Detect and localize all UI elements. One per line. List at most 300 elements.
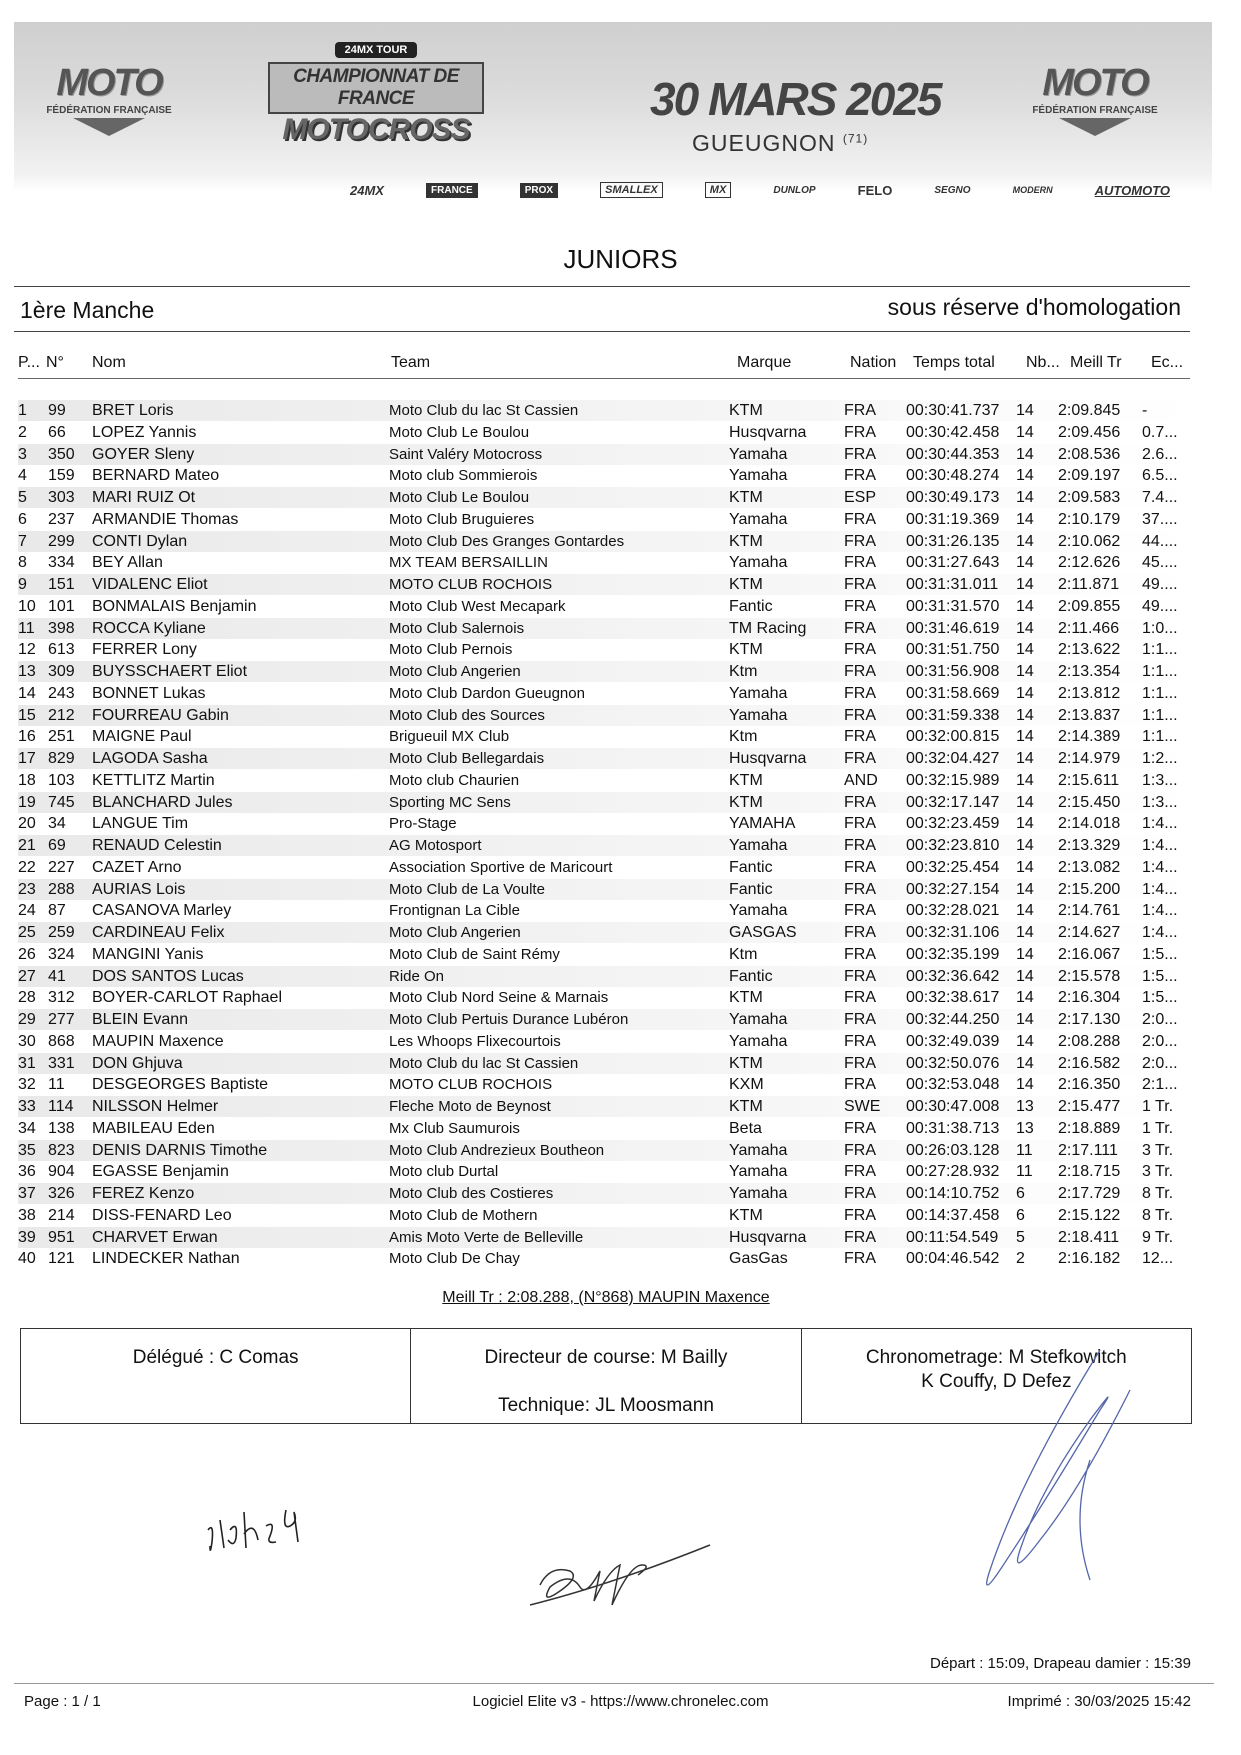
result-team: Saint Valéry Motocross — [389, 445, 543, 463]
result-gap: 1:4... — [1142, 880, 1178, 898]
result-laps: 14 — [1016, 467, 1034, 485]
result-gap: 3 Tr. — [1142, 1141, 1174, 1159]
result-make: Husqvarna — [729, 750, 807, 767]
result-best-lap: 2:13.837 — [1058, 706, 1121, 724]
result-position: 4 — [18, 467, 27, 485]
result-laps: 14 — [1016, 880, 1034, 898]
divider — [14, 331, 1190, 332]
result-total-time: 00:14:10.752 — [906, 1185, 1000, 1202]
result-nation: SWE — [844, 1098, 881, 1115]
tour-label: 24MX TOUR — [335, 42, 418, 58]
result-nation: FRA — [844, 467, 876, 485]
result-position: 30 — [18, 1032, 36, 1050]
result-position: 13 — [18, 663, 36, 680]
result-laps: 14 — [1016, 793, 1034, 811]
category-title: JUNIORS — [563, 244, 678, 274]
result-rider-name: BERNARD Mateo — [92, 467, 220, 485]
result-team: MX TEAM BERSAILLIN — [389, 554, 548, 572]
result-total-time: 00:31:31.011 — [906, 576, 999, 593]
result-rider-name: CAZET Arno — [92, 858, 182, 876]
result-nation: FRA — [844, 945, 876, 963]
result-gap: 1:1... — [1142, 663, 1178, 680]
result-number: 334 — [48, 554, 75, 572]
result-nation: FRA — [844, 1206, 876, 1224]
result-number: 87 — [48, 902, 66, 920]
result-position: 15 — [18, 706, 36, 724]
ffm-chevron-icon — [1059, 118, 1131, 136]
ffm-chevron-icon — [73, 118, 145, 136]
result-team: Moto Club du lac St Cassien — [389, 402, 579, 419]
result-number: 237 — [48, 510, 75, 528]
result-position: 40 — [18, 1250, 36, 1268]
timing-officials-2: K Couffy, D Defez — [921, 1371, 1072, 1392]
championship-line2: MOTOCROSS — [282, 113, 470, 146]
table-row — [18, 857, 1190, 878]
result-team: Moto Club Angerien — [389, 924, 521, 941]
result-total-time: 00:32:17.147 — [906, 793, 1000, 811]
result-number: 34 — [48, 815, 66, 833]
table-row — [18, 596, 1190, 617]
result-best-lap: 2:17.130 — [1058, 1011, 1121, 1028]
col-number: N° — [46, 354, 64, 371]
result-laps: 14 — [1016, 750, 1034, 767]
result-position: 28 — [18, 989, 36, 1007]
result-rider-name: BEY Allan — [92, 554, 163, 572]
result-team: Les Whoops Flixecourtois — [389, 1032, 561, 1050]
result-total-time: 00:32:15.989 — [906, 771, 1000, 789]
ffm-logo-right-text: MOTO — [1042, 62, 1148, 104]
result-total-time: 00:31:51.750 — [906, 641, 1000, 659]
table-row — [18, 835, 1190, 856]
result-make: Yamaha — [729, 1185, 788, 1202]
col-name: Nom — [92, 354, 126, 371]
result-team: Association Sportive de Maricourt — [389, 858, 613, 876]
result-total-time: 00:32:04.427 — [906, 750, 1000, 767]
result-best-lap: 2:14.979 — [1058, 750, 1121, 767]
result-rider-name: GOYER Sleny — [92, 445, 195, 463]
result-make: Yamaha — [729, 510, 788, 528]
result-laps: 14 — [1016, 1032, 1034, 1050]
result-rider-name: BRET Loris — [92, 402, 174, 419]
table-row — [18, 1205, 1190, 1226]
result-position: 38 — [18, 1206, 36, 1224]
result-gap: 2:1... — [1142, 1076, 1178, 1094]
result-make: Yamaha — [729, 554, 788, 572]
result-team: Moto Club de La Voulte — [389, 880, 545, 898]
result-number: 121 — [48, 1250, 75, 1268]
result-best-lap: 2:15.450 — [1058, 793, 1121, 811]
result-position: 6 — [18, 510, 27, 528]
result-nation: FRA — [844, 1228, 876, 1246]
result-total-time: 00:32:27.154 — [906, 880, 1000, 898]
result-make: KTM — [729, 989, 763, 1007]
ffm-logo-left — [44, 62, 174, 136]
signature-timing — [960, 1340, 1160, 1600]
event-place-dept: (71) — [842, 131, 869, 146]
result-gap: 1:5... — [1142, 967, 1178, 985]
result-best-lap: 2:09.197 — [1058, 467, 1121, 485]
result-position: 34 — [18, 1119, 36, 1137]
result-team: Moto Club Le Boulou — [389, 489, 530, 506]
table-row — [18, 726, 1190, 747]
sponsor-logo: MODERN — [1012, 185, 1053, 195]
result-team: AG Motosport — [389, 837, 482, 854]
table-row — [18, 400, 1190, 421]
result-nation: FRA — [844, 510, 876, 528]
result-laps: 14 — [1016, 619, 1034, 637]
result-laps: 6 — [1016, 1206, 1025, 1224]
result-best-lap: 2:14.018 — [1058, 815, 1121, 833]
result-team: Moto club Chaurien — [389, 771, 520, 789]
result-position: 9 — [18, 576, 27, 593]
result-best-lap: 2:16.582 — [1058, 1054, 1121, 1072]
result-total-time: 00:31:19.369 — [906, 510, 1000, 528]
result-number: 745 — [48, 793, 75, 811]
result-gap: 37.... — [1142, 510, 1178, 528]
result-rider-name: MAUPIN Maxence — [92, 1032, 224, 1050]
result-number: 227 — [48, 858, 75, 876]
result-total-time: 00:30:41.737 — [906, 402, 1000, 419]
sponsor-logo: 24MX — [350, 182, 384, 198]
result-position: 20 — [18, 815, 36, 833]
result-rider-name: NILSSON Helmer — [92, 1098, 219, 1115]
result-position: 3 — [18, 445, 27, 463]
result-number: 951 — [48, 1228, 75, 1246]
result-make: YAMAHA — [729, 815, 796, 833]
table-row — [18, 1031, 1190, 1052]
result-rider-name: BONNET Lukas — [92, 684, 206, 702]
ffm-logo-right-sub: FÉDÉRATION FRANÇAISE — [1032, 105, 1158, 116]
result-make: Fantic — [729, 880, 773, 898]
result-rider-name: BLEIN Evann — [92, 1011, 189, 1028]
handwritten-time — [200, 1490, 320, 1570]
result-make: KTM — [729, 1054, 763, 1072]
result-laps: 14 — [1016, 1076, 1034, 1094]
event-place-name: GUEUGNON — [692, 130, 836, 156]
result-team: Mx Club Saumurois — [389, 1119, 520, 1137]
result-make: KTM — [729, 793, 763, 811]
result-gap: 0.7... — [1142, 423, 1178, 441]
result-rider-name: FEREZ Kenzo — [92, 1185, 195, 1202]
result-nation: FRA — [844, 837, 876, 854]
result-gap: 1 Tr. — [1142, 1119, 1174, 1137]
result-number: 309 — [48, 663, 75, 680]
table-row — [18, 618, 1190, 639]
result-best-lap: 2:17.729 — [1058, 1185, 1121, 1202]
result-position: 7 — [18, 532, 27, 550]
result-total-time: 00:27:28.932 — [906, 1163, 1000, 1181]
race-director: Directeur de course: M Bailly — [484, 1347, 728, 1368]
result-position: 26 — [18, 945, 36, 963]
result-position: 10 — [18, 597, 36, 615]
table-row — [18, 966, 1190, 987]
result-number: 114 — [48, 1098, 74, 1115]
result-number: 251 — [48, 728, 75, 746]
table-row — [18, 879, 1190, 900]
result-rider-name: ROCCA Kyliane — [92, 619, 206, 637]
homologation-status: sous réserve d'homologation — [887, 294, 1181, 320]
result-rider-name: DENIS DARNIS Timothe — [92, 1141, 268, 1159]
result-total-time: 00:32:25.454 — [906, 858, 1000, 876]
table-row — [18, 465, 1190, 486]
result-position: 29 — [18, 1011, 36, 1028]
result-number: 613 — [48, 641, 75, 659]
championship-logo — [268, 40, 484, 150]
result-position: 21 — [18, 837, 36, 854]
header-underline — [18, 378, 1190, 379]
result-rider-name: LOPEZ Yannis — [92, 423, 197, 441]
ffm-logo-right — [1030, 62, 1160, 136]
result-nation: FRA — [844, 684, 876, 702]
result-gap: 2:0... — [1142, 1054, 1178, 1072]
result-gap: 3 Tr. — [1142, 1163, 1174, 1181]
result-best-lap: 2:09.845 — [1058, 402, 1121, 419]
result-best-lap: 2:14.761 — [1058, 902, 1121, 920]
result-position: 33 — [18, 1098, 36, 1115]
table-row — [18, 1096, 1190, 1117]
result-rider-name: VIDALENC Eliot — [92, 576, 208, 593]
result-laps: 14 — [1016, 445, 1034, 463]
col-best-lap: Meill Tr — [1070, 354, 1122, 371]
result-team: MOTO CLUB ROCHOIS — [389, 1076, 553, 1094]
result-gap: 1 Tr. — [1142, 1098, 1174, 1115]
result-laps: 14 — [1016, 489, 1034, 506]
result-gap: 8 Tr. — [1142, 1206, 1174, 1224]
result-gap: 6.5... — [1142, 467, 1178, 485]
result-laps: 14 — [1016, 706, 1034, 724]
result-best-lap: 2:16.182 — [1058, 1250, 1121, 1268]
result-best-lap: 2:10.062 — [1058, 532, 1121, 550]
result-nation: FRA — [844, 445, 876, 463]
result-total-time: 00:32:36.642 — [906, 967, 1000, 985]
ffm-logo-left-text: MOTO — [56, 62, 162, 104]
result-best-lap: 2:15.611 — [1058, 771, 1120, 789]
result-number: 99 — [48, 402, 66, 419]
result-nation: FRA — [844, 858, 876, 876]
result-rider-name: BONMALAIS Benjamin — [92, 597, 257, 615]
result-rider-name: BUYSSCHAERT Eliot — [92, 663, 248, 680]
result-number: 41 — [48, 967, 66, 985]
result-laps: 14 — [1016, 771, 1034, 789]
result-number: 243 — [48, 684, 75, 702]
result-laps: 14 — [1016, 989, 1034, 1007]
result-nation: FRA — [844, 989, 876, 1007]
result-make: KXM — [729, 1076, 764, 1094]
result-laps: 6 — [1016, 1185, 1025, 1202]
result-team: Moto Club Bellegardais — [389, 750, 545, 767]
result-best-lap: 2:16.067 — [1058, 945, 1121, 963]
table-row — [18, 1227, 1190, 1248]
result-gap: 1:1... — [1142, 684, 1178, 702]
result-nation: AND — [844, 771, 878, 789]
result-number: 331 — [48, 1054, 75, 1072]
result-make: Beta — [729, 1119, 762, 1137]
result-nation: FRA — [844, 554, 876, 572]
sponsor-logo: SMALLEX — [600, 182, 663, 198]
result-make: TM Racing — [729, 619, 807, 637]
result-rider-name: RENAUD Celestin — [92, 837, 222, 854]
result-total-time: 00:31:38.713 — [906, 1119, 1000, 1137]
result-number: 299 — [48, 532, 75, 550]
result-team: Moto Club Nord Seine & Marnais — [389, 989, 609, 1007]
result-laps: 14 — [1016, 1011, 1034, 1028]
result-number: 259 — [48, 924, 75, 941]
result-laps: 14 — [1016, 663, 1034, 680]
delegate-cell — [21, 1329, 410, 1423]
ffm-logo-left-sub: FÉDÉRATION FRANÇAISE — [46, 105, 172, 116]
result-team: Moto Club du lac St Cassien — [389, 1054, 579, 1072]
result-team: Brigueuil MX Club — [389, 728, 510, 746]
result-total-time: 00:32:23.810 — [906, 837, 1000, 854]
result-rider-name: LAGODA Sasha — [92, 750, 208, 767]
result-gap: 45.... — [1142, 554, 1178, 572]
result-team: Moto Club Angerien — [389, 663, 521, 680]
result-total-time: 00:32:28.021 — [906, 902, 1000, 920]
table-row — [18, 1074, 1190, 1095]
result-number: 326 — [48, 1185, 75, 1202]
result-team: Moto club Durtal — [389, 1163, 499, 1181]
result-nation: FRA — [844, 1119, 876, 1137]
result-nation: FRA — [844, 728, 876, 746]
result-gap: 12... — [1142, 1250, 1174, 1268]
result-gap: 1:4... — [1142, 858, 1178, 876]
result-gap: 7.4... — [1142, 489, 1178, 506]
result-make: Yamaha — [729, 706, 788, 724]
result-gap: 1:4... — [1142, 815, 1178, 833]
result-laps: 14 — [1016, 510, 1034, 528]
result-gap: 2:0... — [1142, 1011, 1178, 1028]
result-position: 18 — [18, 771, 36, 789]
table-row — [18, 487, 1190, 508]
start-info: Départ : 15:09, Drapeau damier : 15:39 — [930, 1655, 1191, 1672]
result-gap: 49.... — [1142, 576, 1178, 593]
result-nation: FRA — [844, 1250, 876, 1268]
result-laps: 14 — [1016, 858, 1034, 876]
result-number: 159 — [48, 467, 75, 485]
result-make: Yamaha — [729, 467, 788, 485]
result-number: 398 — [48, 619, 75, 637]
result-make: KTM — [729, 532, 763, 550]
software-credit: Logiciel Elite v3 - https://www.chronelec.com — [472, 1693, 769, 1710]
sponsor-logo: SEGNO — [934, 184, 971, 196]
result-gap: 1:1... — [1142, 706, 1178, 724]
result-laps: 14 — [1016, 402, 1034, 419]
result-team: Moto Club de Mothern — [389, 1206, 538, 1224]
championship-line1: CHAMPIONNAT DE FRANCE — [268, 62, 484, 114]
result-total-time: 00:32:00.815 — [906, 728, 1000, 746]
result-best-lap: 2:13.812 — [1058, 684, 1121, 702]
result-team: Ride On — [389, 967, 445, 985]
result-laps: 14 — [1016, 532, 1034, 550]
sponsor-logo: DUNLOP — [773, 184, 816, 196]
result-nation: FRA — [844, 1163, 876, 1181]
result-laps: 14 — [1016, 837, 1034, 854]
result-number: 66 — [48, 423, 66, 441]
table-row — [18, 792, 1190, 813]
result-gap: 1:4... — [1142, 902, 1178, 920]
result-nation: FRA — [844, 1076, 876, 1094]
table-row — [18, 705, 1190, 726]
sponsor-logo: MX — [705, 182, 732, 198]
table-row — [18, 1118, 1190, 1139]
result-make: KTM — [729, 1098, 763, 1115]
technical-officer: Technique: JL Moosmann — [498, 1395, 714, 1416]
result-rider-name: BOYER-CARLOT Raphael — [92, 989, 282, 1007]
result-position: 39 — [18, 1228, 36, 1246]
col-make: Marque — [737, 354, 792, 371]
result-nation: FRA — [844, 532, 876, 550]
result-rider-name: FERRER Lony — [92, 641, 197, 659]
result-gap: 2.6... — [1142, 445, 1178, 463]
result-number: 303 — [48, 489, 75, 506]
result-rider-name: MAIGNE Paul — [92, 728, 192, 746]
table-row — [18, 1183, 1190, 1204]
result-laps: 14 — [1016, 728, 1034, 746]
result-total-time: 00:31:27.643 — [906, 554, 1000, 572]
result-best-lap: 2:09.583 — [1058, 489, 1121, 506]
result-team: Moto Club Des Granges Gontardes — [389, 532, 625, 550]
result-nation: FRA — [844, 793, 876, 811]
result-total-time: 00:32:35.199 — [906, 945, 1000, 963]
result-position: 36 — [18, 1163, 36, 1181]
result-best-lap: 2:13.082 — [1058, 858, 1121, 876]
result-team: Moto Club des Sources — [389, 706, 545, 724]
result-laps: 13 — [1016, 1098, 1034, 1115]
result-best-lap: 2:13.354 — [1058, 663, 1121, 680]
result-gap: 9 Tr. — [1142, 1228, 1174, 1246]
result-make: KTM — [729, 771, 763, 789]
result-laps: 14 — [1016, 684, 1034, 702]
result-best-lap: 2:18.889 — [1058, 1119, 1121, 1137]
result-team: Moto Club Salernois — [389, 619, 525, 637]
table-row — [18, 944, 1190, 965]
result-position: 17 — [18, 750, 36, 767]
result-team: Fleche Moto de Beynost — [389, 1098, 551, 1115]
result-number: 277 — [48, 1011, 75, 1028]
result-make: Yamaha — [729, 902, 788, 920]
result-laps: 14 — [1016, 945, 1034, 963]
table-row — [18, 922, 1190, 943]
result-best-lap: 2:18.411 — [1058, 1228, 1120, 1246]
result-make: GasGas — [729, 1250, 788, 1268]
col-laps: Nb... — [1026, 354, 1060, 371]
best-lap-note: Meill Tr : 2:08.288, (N°868) MAUPIN Maxence — [442, 1289, 770, 1306]
footer-divider — [14, 1683, 1214, 1684]
result-best-lap: 2:13.329 — [1058, 837, 1121, 854]
result-nation: FRA — [844, 423, 876, 441]
table-row — [18, 987, 1190, 1008]
result-best-lap: 2:10.179 — [1058, 510, 1121, 528]
result-team: Amis Moto Verte de Belleville — [389, 1228, 584, 1246]
sponsor-logo: AUTOMOTO — [1094, 182, 1170, 198]
result-laps: 13 — [1016, 1119, 1034, 1137]
result-make: Yamaha — [729, 837, 788, 854]
result-nation: FRA — [844, 1185, 876, 1202]
result-team: Moto club Sommierois — [389, 467, 538, 485]
result-laps: 14 — [1016, 924, 1034, 941]
col-pos: P... — [18, 354, 40, 371]
result-number: 868 — [48, 1032, 75, 1050]
table-row — [18, 770, 1190, 791]
result-number: 69 — [48, 837, 66, 854]
result-team: Moto Club Andrezieux Boutheon — [389, 1141, 605, 1159]
result-nation: FRA — [844, 402, 876, 419]
result-nation: FRA — [844, 902, 876, 920]
result-position: 8 — [18, 554, 27, 572]
result-gap: 1:5... — [1142, 945, 1178, 963]
result-best-lap: 2:15.122 — [1058, 1206, 1121, 1224]
result-number: 350 — [48, 445, 75, 463]
